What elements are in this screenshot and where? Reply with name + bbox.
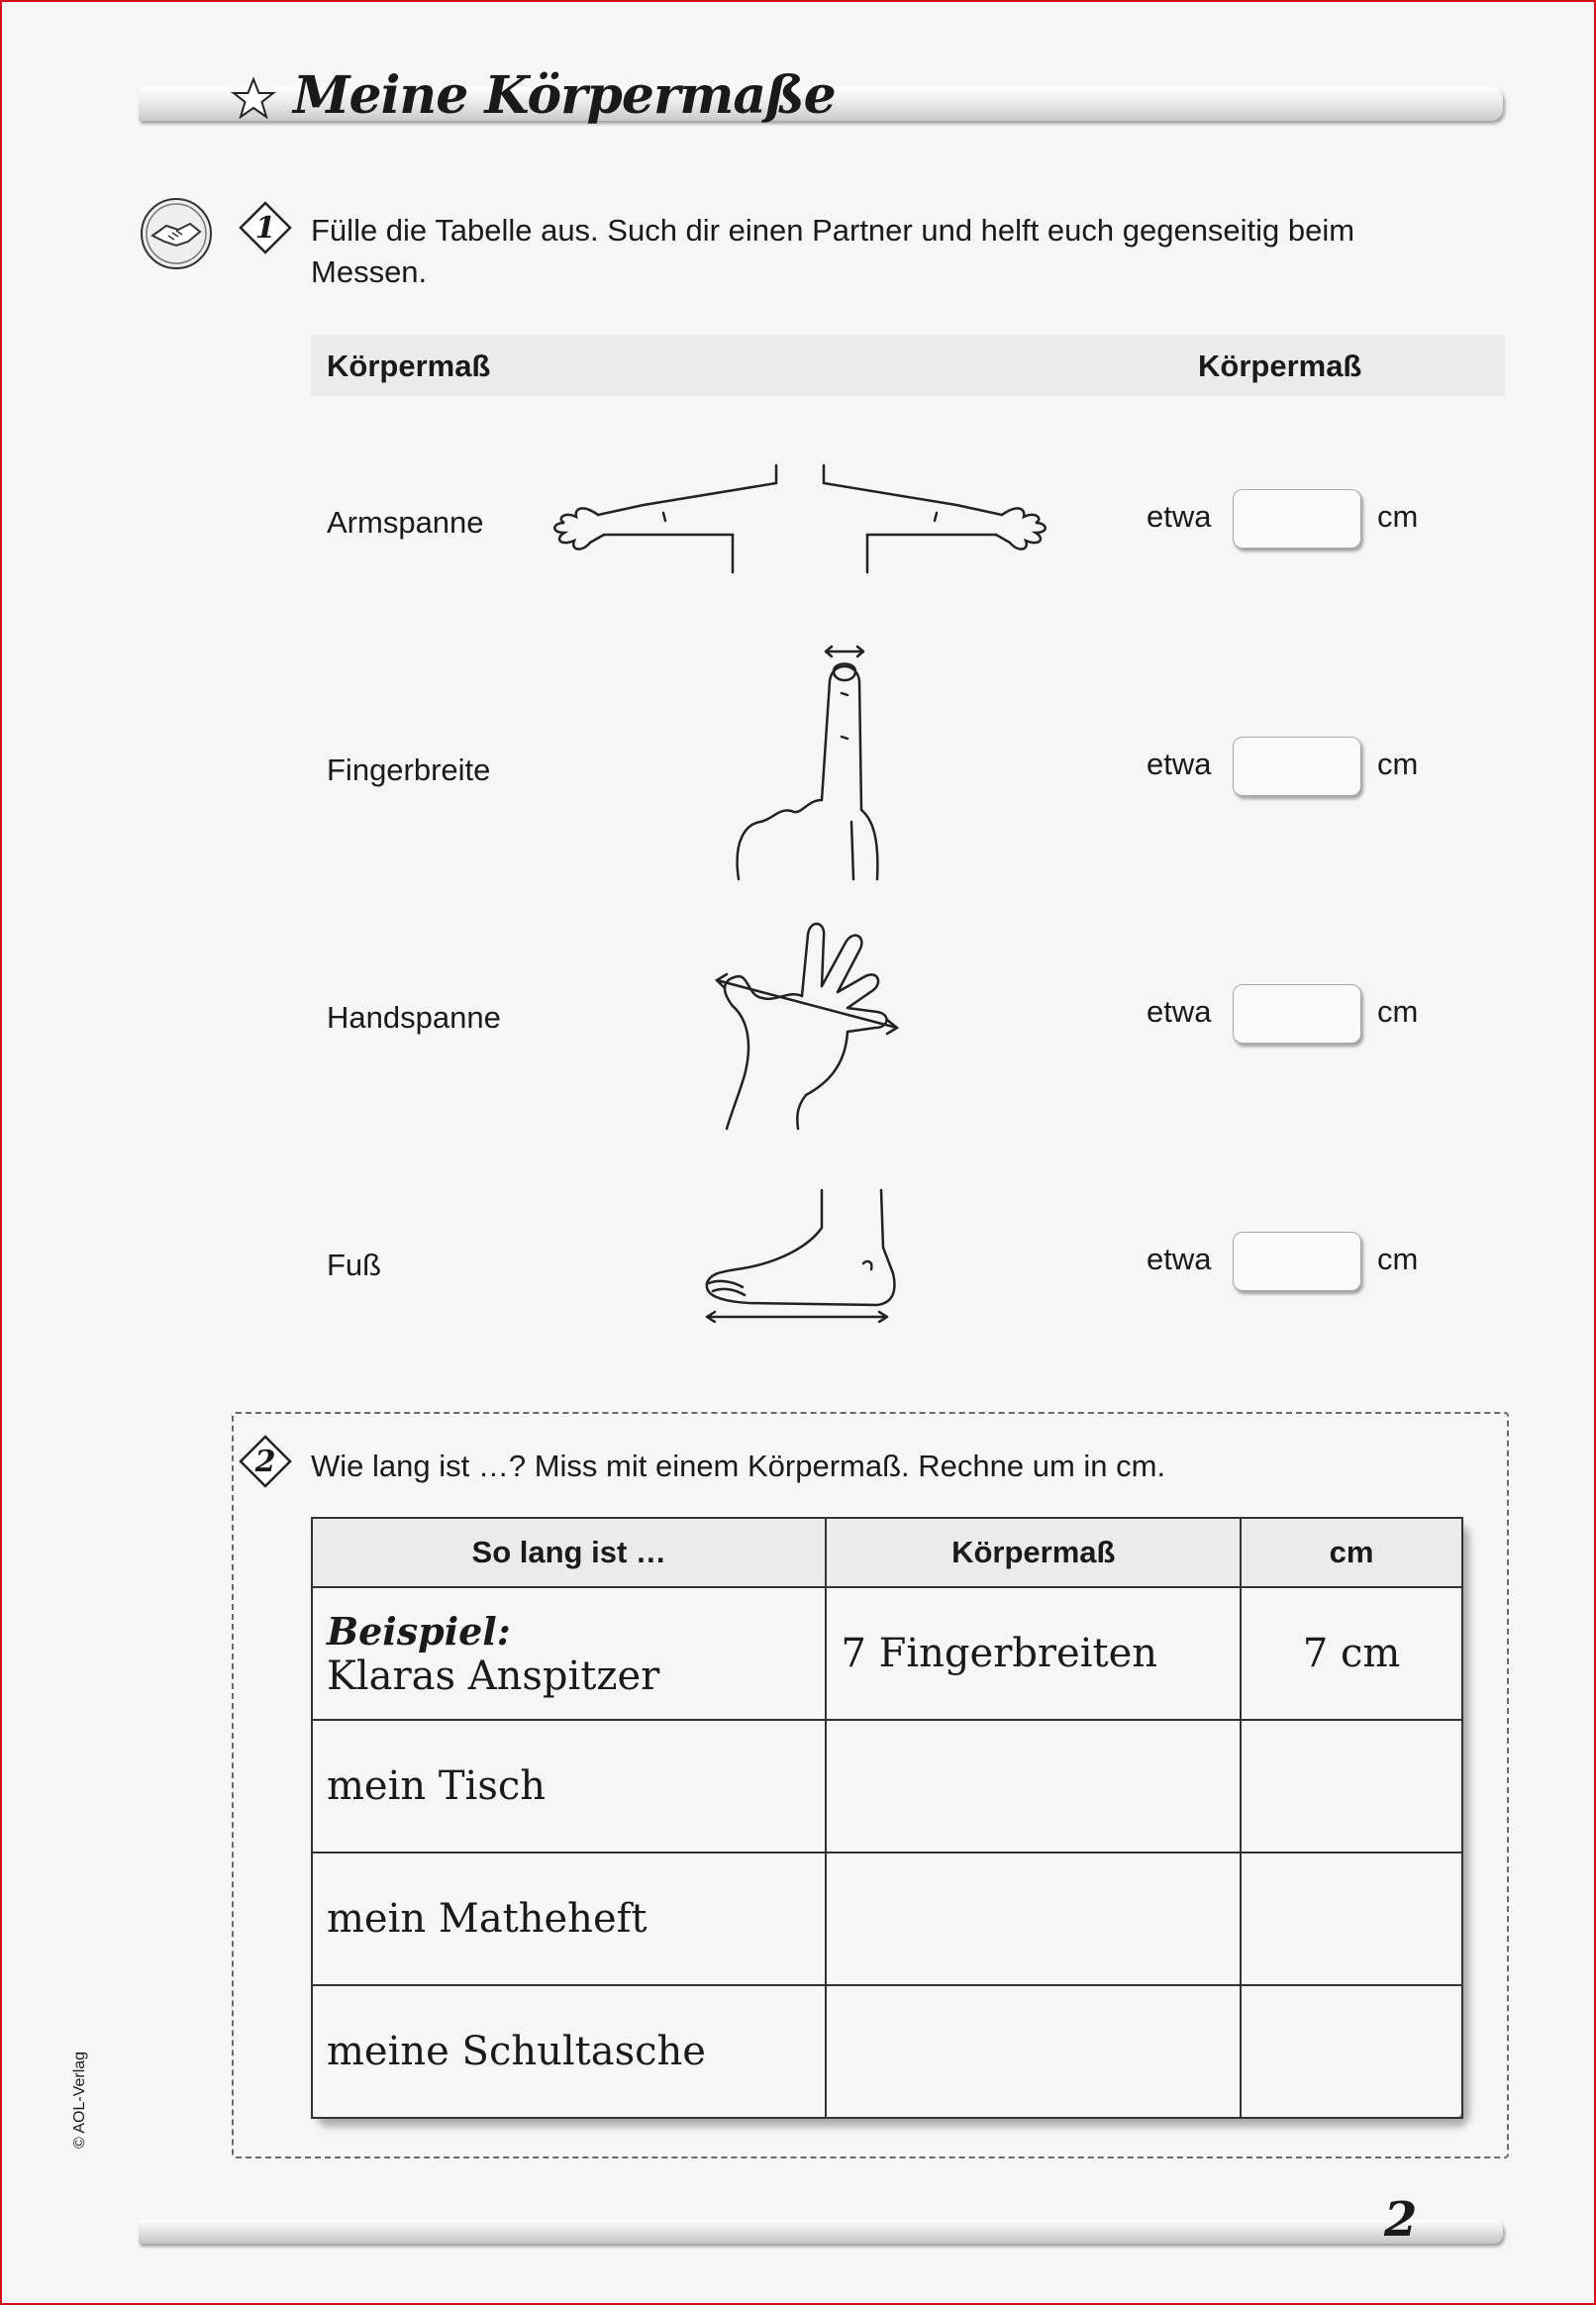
example-tag: Beispiel: — [327, 1608, 511, 1654]
measure-input-cell[interactable] — [826, 1720, 1241, 1853]
answer-box-fuss[interactable] — [1233, 1232, 1361, 1291]
measure-input-cell[interactable] — [826, 1853, 1241, 1985]
row-item: mein Matheheft — [312, 1853, 826, 1985]
table-row — [312, 1985, 1462, 2118]
hand-span-illustration — [709, 917, 903, 1131]
finger-width-illustration — [713, 642, 881, 883]
task-2-instruction: Wie lang ist …? Miss mit einem Körpermaß. Rechne um in cm. — [311, 1449, 1166, 1483]
task-1-instruction: Fülle die Tabelle aus. Such dir einen Partner und helft euch gegenseitig beim Messen. — [311, 213, 1355, 289]
answer-box-armspanne[interactable] — [1233, 489, 1361, 549]
star-outline-icon — [230, 75, 277, 123]
copyright: © AOL-Verlag — [71, 2051, 88, 2149]
task-1-marker — [238, 200, 293, 255]
example-cm: 7 cm — [1241, 1587, 1462, 1720]
measurement-table — [311, 1517, 1463, 2119]
header-koerpermass: Körpermaß — [826, 1518, 1241, 1587]
cm-input-cell[interactable] — [1241, 1985, 1462, 2118]
header-object: So lang ist … — [312, 1518, 826, 1587]
example-item: Klaras Anspitzer — [327, 1653, 660, 1699]
row-label-armspanne: Armspanne — [327, 505, 484, 540]
table-row — [312, 1853, 1462, 1985]
task-1-number: 1 — [254, 210, 276, 246]
example-measure: 7 Fingerbreiten — [826, 1587, 1241, 1720]
cm-unit-4: cm — [1377, 1242, 1419, 1276]
partner-handshake-icon — [139, 196, 214, 271]
table-row — [312, 1720, 1462, 1853]
etwa-label-1: etwa — [1147, 499, 1212, 534]
table-row-example — [312, 1587, 1462, 1720]
footer-bar — [139, 2220, 1503, 2244]
header-cm: cm — [1241, 1518, 1462, 1587]
cm-unit-2: cm — [1377, 747, 1419, 781]
cm-input-cell[interactable] — [1241, 1853, 1462, 1985]
answer-box-fingerbreite[interactable] — [1233, 737, 1361, 796]
example-cell — [312, 1587, 826, 1720]
table-1-header-left: Körpermaß — [327, 349, 491, 383]
row-label-fuss: Fuß — [327, 1248, 382, 1282]
task-2-number: 2 — [254, 1444, 276, 1479]
etwa-label-4: etwa — [1147, 1242, 1212, 1276]
cm-input-cell[interactable] — [1241, 1720, 1462, 1853]
etwa-label-2: etwa — [1147, 747, 1212, 781]
row-item: meine Schultasche — [312, 1985, 826, 2118]
page-number: 2 — [1384, 2192, 1418, 2248]
cm-unit-3: cm — [1377, 994, 1419, 1029]
arm-span-illustration — [535, 461, 1065, 578]
row-label-fingerbreite: Fingerbreite — [327, 752, 491, 787]
foot-illustration — [699, 1188, 899, 1323]
table-1-header-right: Körpermaß — [1198, 349, 1362, 383]
row-label-handspanne: Handspanne — [327, 1000, 501, 1035]
etwa-label-3: etwa — [1147, 994, 1212, 1029]
answer-box-handspanne[interactable] — [1233, 984, 1361, 1044]
page-title: Meine Körpermaße — [293, 65, 836, 126]
measure-input-cell[interactable] — [826, 1985, 1241, 2118]
row-item: mein Tisch — [312, 1720, 826, 1853]
task-2-marker — [238, 1434, 293, 1489]
cm-unit-1: cm — [1377, 499, 1419, 534]
